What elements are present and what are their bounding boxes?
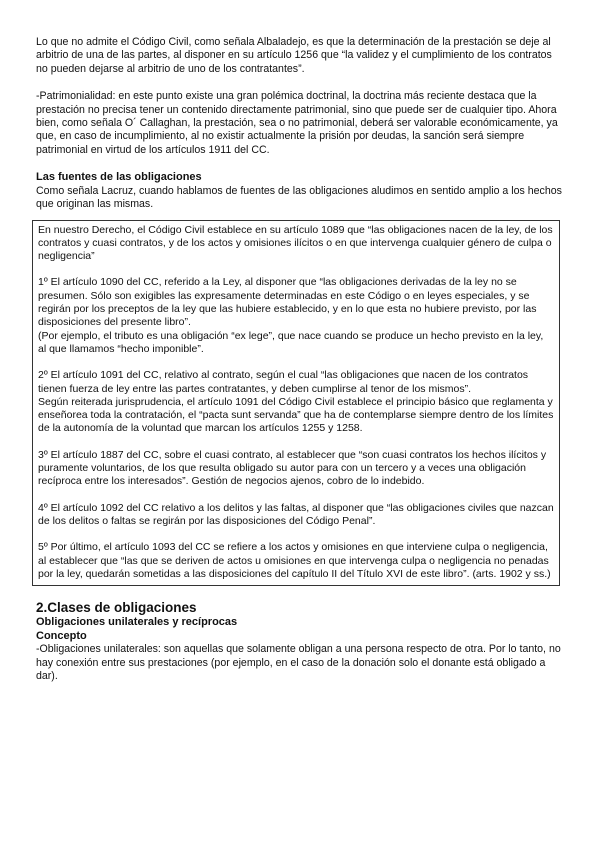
box-item-2: 2º El artículo 1091 del CC, relativo al contrato, según el cual “las obligaciones que nacen de los contratos tienen fuerza de ley entre las partes contratantes, y deben cumplirse al tenor de los mismos”. (38, 369, 529, 395)
box-item-5: 5º Por último, el artículo 1093 del CC se refiere a los actos y omisiones en que interviene culpa o negligencia, al establecer que “las que se deriven de actos u omisiones en que intervenga culpa o negligencia no penadas por la ley, quedarán sometidas a las disposiciones del capítulo II del Título XVI de este libro”. (arts. 1902 y ss.) (38, 541, 551, 580)
box-item-4: 4º El artículo 1092 del CC relativo a los delitos y las faltas, al disponer que “las obligaciones civiles que nazcan de los delitos o faltas se regirán por las disposiciones del Código Penal”. (38, 501, 554, 527)
box-item-2-note: Según reiterada jurisprudencia, el artículo 1091 del Código Civil establece el principio básico que reglamenta y enseñorea toda la contratación, el “pacta sunt servanda” que ha de contemplarse siempre dentro de los límites de la autonomía de la voluntad que marcan los artículos 1255 y 1258. (38, 395, 554, 435)
fuentes-heading: Las fuentes de las obligaciones (36, 171, 202, 184)
clases-concept-heading: Concepto (36, 629, 87, 642)
box-item-3: 3º El artículo 1887 del CC, sobre el cuasi contrato, al establecer que “son cuasi contratos los hechos ilícitos y puramente voluntarios, de los que resulta obligado su autor para con un tercero y a veces una obligación recíproca entre los interesados”. Gestión de negocios ajenos, cobro de lo indebido. (38, 448, 547, 488)
clases-heading: 2.Clases de obligaciones (36, 600, 197, 616)
fuentes-paragraph: Como señala Lacruz, cuando hablamos de fuentes de las obligaciones aludimos en sentido amplio a los hechos que originan las mismas. (36, 184, 562, 211)
clases-subheading: Obligaciones unilaterales y recíprocas (36, 616, 238, 629)
box-item-1-note: (Por ejemplo, el tributo es una obligación “ex lege”, que nace cuando se produce un hecho previsto en la ley, al que llamamos “hecho imponible”. (38, 329, 544, 355)
intro-paragraph-2: -Patrimonialidad: en este punto existe una gran polémica doctrinal, la doctrina más reciente destaca que la prestación no precisa tener un contenido directamente patrimonial, sino que puede ser de cualquier tipo. Ahora bien, como señala O´ Callaghan, la prestación, sea o no patrimonial, deberá ser valorable económicamente, ya que, en caso de incumplimiento, al no existir actualmente la prisión por deudas, la sanción será siempre patrimonial en virtud de los artículos 1911 del CC. (36, 90, 558, 156)
document-page (36, 36, 566, 683)
intro-paragraph-1: Lo que no admite el Código Civil, como señala Albaladejo, es que la determinación de la prestación se deje al arbitrio de una de las partes, al disponer en su artículo 1256 que “la validez y el cumplimiento de los contratos no pueden dejarse al arbitrio de uno de los contratantes”. (36, 36, 552, 75)
box-item-1: 1º El artículo 1090 del CC, referido a la Ley, al disponer que “las obligaciones derivadas de la ley no se presumen. Sólo son exigibles las expresamente determinadas en este Código o en leyes especiales, y se regirán por los preceptos de la ley que las hubiere establecido, y en lo que esta no hubiere previsto, por las disposiciones del presente libro”. (38, 276, 537, 329)
fuentes-box (32, 220, 560, 587)
box-intro: En nuestro Derecho, el Código Civil establece en su artículo 1089 que “las obligaciones nacen de la ley, de los contratos y cuasi contratos, y de los actos y omisiones ilícitos o en que intervenga cualquier género de culpa o negligencia” (38, 223, 553, 263)
clases-paragraph: -Obligaciones unilaterales: son aquellas que solamente obligan a una persona respecto de otra. Por lo tanto, no hay conexión entre sus prestaciones (por ejemplo, en el caso de la donación solo el donante está obligado a dar). (36, 643, 561, 682)
